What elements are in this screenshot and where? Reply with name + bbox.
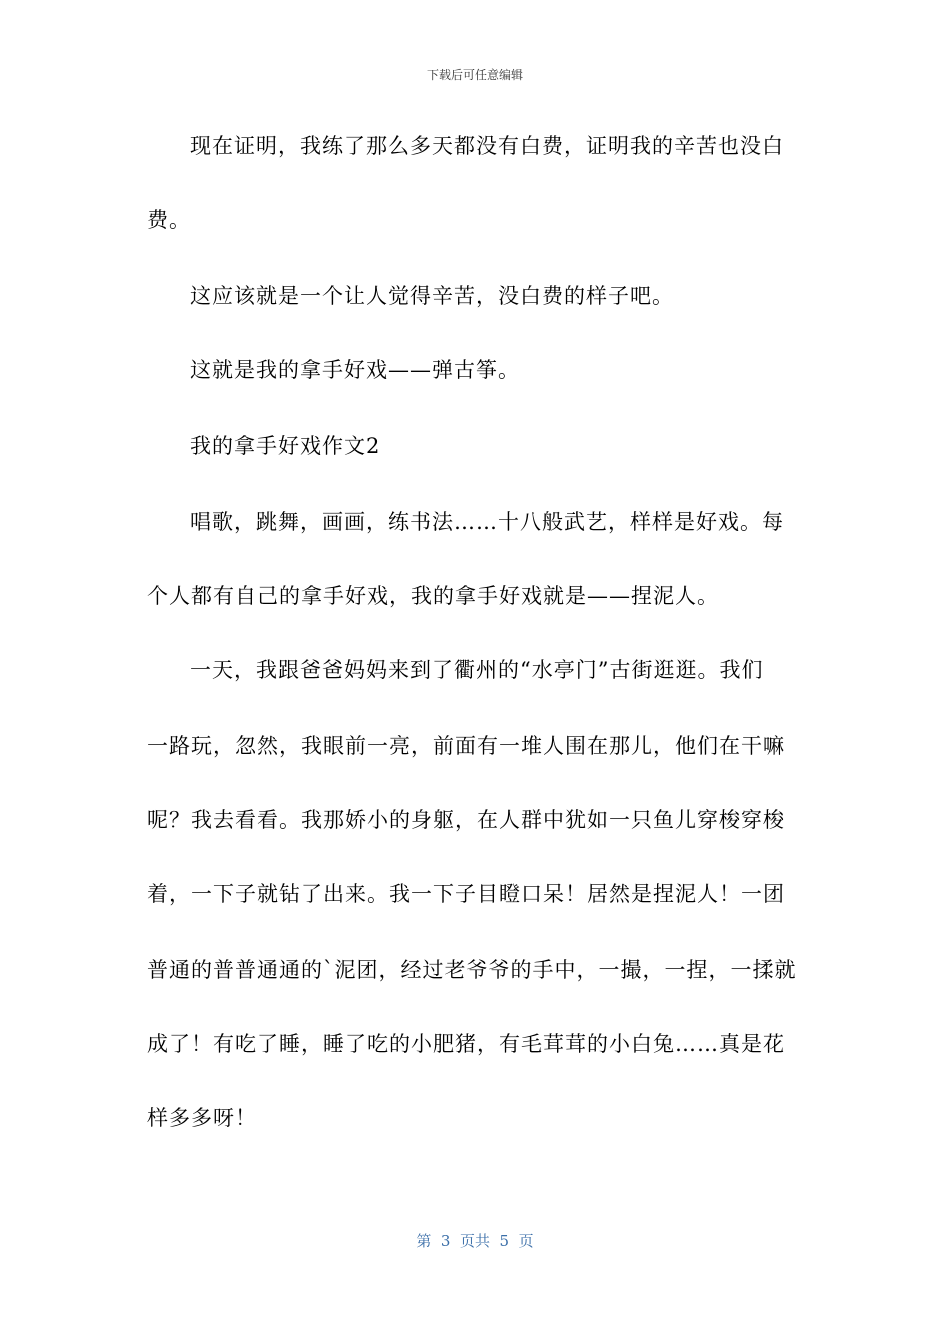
- paragraph-line: 费。: [147, 208, 191, 232]
- page-footer: 第 3 页共 5 页: [416, 1232, 534, 1250]
- paragraph-line: 这就是我的拿手好戏——弹古筝。: [190, 358, 520, 382]
- paragraph-line: 一天，我跟爸爸妈妈来到了衢州的“水亭门”古街逛逛。我们: [190, 658, 764, 682]
- paragraph-line: 着，一下子就钻了出来。我一下子目瞪口呆！居然是捏泥人！一团: [147, 882, 785, 906]
- paragraph-line: 个人都有自己的拿手好戏，我的拿手好戏就是——捏泥人。: [147, 584, 719, 608]
- paragraph-line: 唱歌，跳舞，画画，练书法……十八般武艺，样样是好戏。每: [190, 510, 784, 534]
- page-header: 下载后可任意编辑: [426, 68, 523, 82]
- section-heading: 我的拿手好戏作文2: [190, 434, 381, 458]
- paragraph-line: 一路玩，忽然，我眼前一亮，前面有一堆人围在那儿，他们在干嘛: [147, 734, 785, 758]
- paragraph-line: 呢？我去看看。我那娇小的身躯，在人群中犹如一只鱼儿穿梭穿梭: [147, 808, 785, 832]
- paragraph-line: 现在证明，我练了那么多天都没有白费，证明我的辛苦也没白: [190, 134, 784, 158]
- paragraph-line: 成了！有吃了睡，睡了吃的小肥猪，有毛茸茸的小白兔……真是花: [147, 1032, 785, 1056]
- paragraph-line: 样多多呀！: [147, 1106, 257, 1130]
- paragraph-line: 普通的普普通通的`泥团，经过老爷爷的手中，一撮，一捏，一揉就: [147, 958, 797, 982]
- paragraph-line: 这应该就是一个让人觉得辛苦，没白费的样子吧。: [190, 284, 674, 308]
